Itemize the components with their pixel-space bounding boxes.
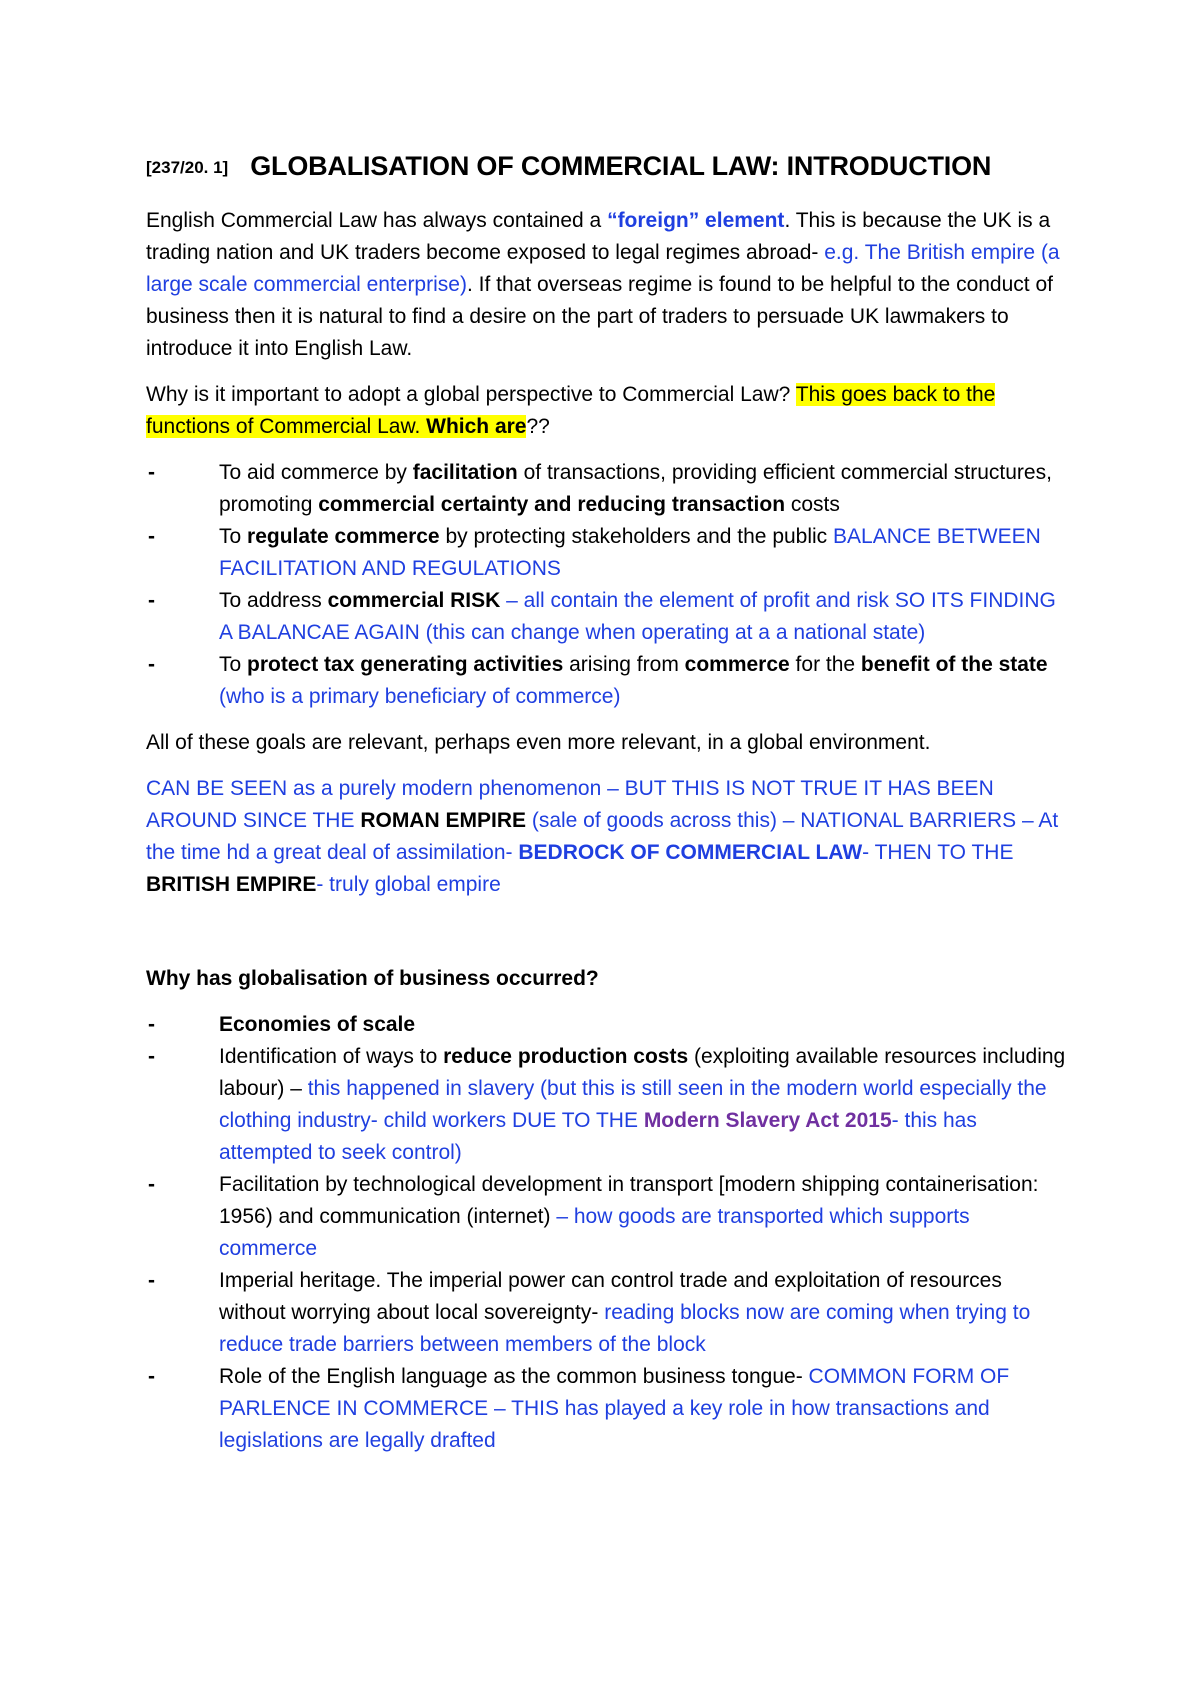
section-heading: Why has globalisation of business occurred? <box>146 967 599 990</box>
f4-text-2: arising from <box>563 653 685 676</box>
f4-bold-2: commerce <box>684 653 790 676</box>
f1-bold-2: commercial certainty and reducing transaction <box>318 493 786 516</box>
question-paragraph <box>146 379 1066 443</box>
history-bedrock: BEDROCK OF COMMERCIAL LAW <box>518 841 863 864</box>
relevance-paragraph: All of these goals are relevant, perhaps even more relevant, in a global environment. <box>146 731 931 754</box>
r2-annotation: this happened in slavery (but this is still seen in the modern world especially the clothing industry- child workers DUE TO THE <box>219 1077 1047 1132</box>
spacer <box>146 915 1066 963</box>
f2-annotation: BALANCE BETWEEN FACILITATION AND REGULATIONS <box>219 525 1041 580</box>
r2-text-2: (exploiting available resources including labour) – <box>219 1045 1066 1100</box>
f2-text-2: by protecting stakeholders and the public <box>439 525 834 548</box>
f3-bold: commercial RISK <box>327 589 501 612</box>
r5-annotation: COMMON FORM OF PARLENCE IN COMMERCE – THIS has played a key role in how transactions and legislations are legally drafted <box>219 1365 1010 1452</box>
r2-bold: reduce production costs <box>443 1045 689 1068</box>
list-item <box>146 1265 1066 1361</box>
r3-annotation: – how goods are transported which supports commerce <box>219 1205 970 1260</box>
history-text-1: CAN BE SEEN as a purely modern phenomenon – BUT THIS IS NOT TRUE IT HAS BEEN AROUND SINCE THE <box>146 777 994 832</box>
list-item <box>146 649 1066 713</box>
f3-text: To address <box>219 589 328 612</box>
history-british-empire: BRITISH EMPIRE <box>146 873 317 896</box>
history-text-2: (sale of goods across this) – NATIONAL BARRIERS – At the time hd a great deal of assimilation- <box>146 809 1059 864</box>
foreign-element-term: “foreign” element <box>607 209 785 232</box>
f4-text-3: for the <box>789 653 861 676</box>
f2-bold: regulate commerce <box>247 525 440 548</box>
page-title: GLOBALISATION OF COMMERCIAL LAW: INTRODUCTION <box>250 151 992 181</box>
document-code: [237/20. 1] <box>146 158 229 177</box>
history-text-3: - THEN TO THE <box>862 841 1014 864</box>
r3-text: Facilitation by technological development in transport [modern shipping containerisation: 1956) and communication (internet) <box>219 1173 1039 1228</box>
f4-bold: protect tax generating activities <box>247 653 564 676</box>
highlighted-text: This goes back to the functions of Commercial Law. <box>146 383 996 438</box>
r5-text: Role of the English language as the common business tongue- <box>219 1365 809 1388</box>
f1-text: To aid commerce by <box>219 461 413 484</box>
question-text: Why is it important to adopt a global perspective to Commercial Law? <box>146 383 796 406</box>
f3-annotation: – all contain the element of profit and risk SO ITS FINDING A BALANCAE AGAIN (this can change when operating at a a national state) <box>219 589 1056 644</box>
question-end: ?? <box>526 415 550 438</box>
list-item <box>146 1041 1066 1169</box>
history-text-4: - truly global empire <box>316 873 501 896</box>
list-item <box>146 1361 1066 1457</box>
functions-list <box>146 457 1066 713</box>
highlighted-bold-text: Which are <box>426 415 527 438</box>
reasons-list <box>146 1009 1066 1457</box>
f4-bold-3: benefit of the state <box>860 653 1048 676</box>
title-line <box>146 150 1066 185</box>
f2-text: To <box>219 525 248 548</box>
r2-annotation-2: - this has attempted to seek control) <box>219 1109 977 1164</box>
f4-text: To <box>219 653 248 676</box>
history-roman-empire: ROMAN EMPIRE <box>360 809 526 832</box>
f1-text-3: costs <box>785 493 840 516</box>
intro-text-3: . If that overseas regime is found to be helpful to the conduct of business then it is natural to find a desire on the part of traders to persuade UK lawmakers to introduce it into English Law. <box>146 273 1053 360</box>
list-item <box>146 1169 1066 1265</box>
r2-text: Identification of ways to <box>219 1045 444 1068</box>
intro-paragraph <box>146 205 1066 365</box>
f1-text-2: of transactions, providing efficient commercial structures, promoting <box>219 461 1052 516</box>
r4-text: Imperial heritage. The imperial power can control trade and exploitation of resources without worrying about local sovereignty- <box>219 1269 1002 1324</box>
list-item <box>146 521 1066 585</box>
intro-text-1: English Commercial Law has always contained a <box>146 209 608 232</box>
history-paragraph <box>146 773 1066 901</box>
list-item <box>146 457 1066 521</box>
intro-text-2: . This is because the UK is a trading nation and UK traders become exposed to legal regimes abroad- <box>146 209 1051 264</box>
r4-annotation: reading blocks now are coming when trying to reduce trade barriers between members of the block <box>219 1301 1031 1356</box>
intro-annotation: e.g. The British empire (a large scale commercial enterprise) <box>146 241 1060 296</box>
modern-slavery-act: Modern Slavery Act 2015 <box>643 1109 892 1132</box>
f4-annotation: (who is a primary beneficiary of commerce) <box>219 685 621 708</box>
list-item <box>146 585 1066 649</box>
document-page <box>146 150 1066 1471</box>
f1-bold: facilitation <box>412 461 518 484</box>
list-item: - Economies of scale <box>146 1009 1066 1041</box>
